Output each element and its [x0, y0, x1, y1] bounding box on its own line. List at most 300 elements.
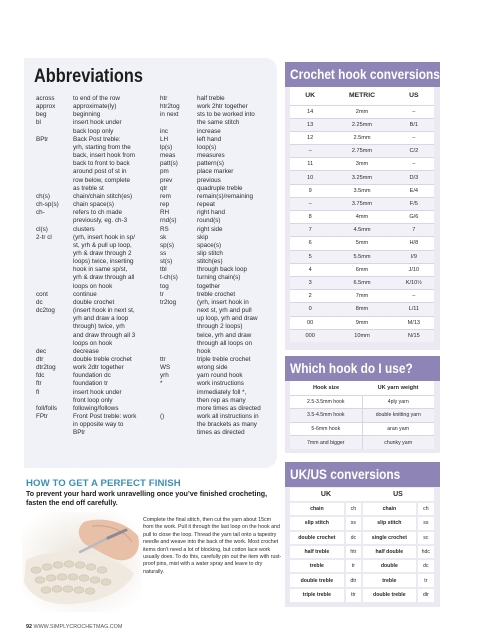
abbreviation-definition: in opposite way to: [73, 421, 124, 429]
abbreviation-definition: space(s): [197, 241, 222, 249]
abbreviation-definition: triple treble crochet: [197, 356, 251, 363]
abbreviation-key: [36, 397, 73, 405]
abbreviation-definition: work 2dtr together: [73, 364, 124, 372]
which-hook-header: UK yarn weight: [362, 381, 434, 395]
abbreviation-definition: hook: [197, 347, 211, 355]
abbreviation-row: [160, 283, 272, 291]
abbreviation-definition: insert hook under: [73, 119, 122, 127]
abbreviation-key: lp(s): [160, 143, 173, 151]
abbreviation-key: beg: [36, 111, 47, 119]
hook-table-cell: 8mm: [330, 303, 393, 316]
ukus-header: UK: [290, 488, 362, 502]
ukus-table: [290, 488, 434, 602]
finish-title: HOW TO GET A PERFECT FINISH: [26, 478, 181, 489]
finish-body-text: Complete the final stitch, then cut the yarn about 15cm from the work. Pull it through the last loop on the hook and pull to close the loop. Thread the yarn tail onto a tapestry needle and weave into the back of the work. Most crochet items don’t need a lot of blocking, but cotton lace work usually does. To do this, carefully pin out the item with rust-proof pins, mist with a water spray and leave to dry naturally.: [143, 517, 282, 575]
hook-table-cell: I/9: [394, 250, 434, 263]
abbreviation-row: [160, 168, 272, 176]
abbreviation-definition: decrease: [73, 347, 99, 355]
abbreviation-key: ttr: [160, 356, 166, 363]
abbreviation-row: [160, 144, 272, 152]
which-hook-cell: chunky yarn: [362, 436, 434, 450]
abbreviation-key: yrh: [160, 372, 169, 380]
hook-table-cell: 2mm: [330, 105, 393, 118]
which-hook-cell: 7mm and bigger: [290, 436, 362, 450]
abbreviation-key: [160, 389, 197, 397]
abbreviation-row: [160, 413, 272, 421]
abbreviation-definition: Front Post treble: work: [73, 413, 137, 421]
abbreviation-row: [160, 193, 272, 201]
abbreviation-key: [160, 323, 197, 331]
ukus-title: UK/US conversions: [285, 462, 440, 488]
ukus-cell: htr: [345, 545, 362, 559]
abbreviation-row: [36, 258, 158, 266]
abbreviation-definition: turning chain(s): [197, 274, 241, 282]
ukus-cell: dtr: [345, 573, 362, 587]
abbreviation-key: prev: [160, 176, 173, 184]
abbreviation-row: [160, 119, 272, 127]
abbreviation-key: [36, 250, 73, 258]
abbreviation-row: [36, 364, 158, 372]
table-row: [290, 237, 434, 250]
abbreviation-definition: loops) twice, inserting: [73, 258, 134, 266]
abbreviation-key: [36, 168, 73, 176]
abbreviation-definition: approximate(ly): [73, 103, 117, 111]
hook-table-cell: 6mm: [330, 263, 393, 276]
abbreviation-definition: back loop only: [73, 127, 114, 135]
abbreviation-definition: back to front to back: [73, 160, 130, 168]
hook-table-cell: 6: [290, 237, 330, 250]
abbreviation-definition: together: [197, 282, 221, 290]
abbreviation-row: [36, 177, 158, 185]
abbreviation-definition: following/follows: [73, 404, 119, 412]
which-hook-title: Which hook do I use?: [285, 356, 440, 382]
abbreviation-key: [160, 405, 197, 413]
abbreviation-definition: BPtr: [73, 429, 86, 437]
abbreviation-row: [160, 217, 272, 225]
hook-conversions-title: Crochet hook conversions: [285, 62, 440, 88]
abbreviation-key: ch(s): [36, 192, 50, 200]
abbreviation-key: htr2tog: [160, 103, 180, 111]
page-footer: [26, 624, 122, 630]
abbreviation-row: [36, 348, 158, 356]
abbreviation-definition: around post of st in: [73, 168, 127, 176]
abbreviation-key: [36, 340, 73, 348]
abbreviation-key: [36, 128, 73, 136]
hook-table-cell: B/1: [394, 118, 434, 131]
abbreviation-row: [36, 128, 158, 136]
abbreviation-row: [160, 405, 272, 413]
abbreviation-row: [160, 364, 272, 372]
abbreviation-definition: right side: [197, 225, 223, 233]
abbreviation-key: ch-sp(s): [36, 201, 59, 209]
abbreviation-key: tr: [160, 290, 164, 298]
abbreviation-definition: yrh & draw through all: [73, 274, 135, 282]
abbreviation-definition: double treble crochet: [73, 356, 132, 363]
abbreviation-key: in next: [160, 111, 179, 119]
abbreviation-key: patt(s): [160, 160, 178, 168]
abbreviation-row: [160, 95, 272, 103]
abbreviation-key: fdc: [36, 372, 45, 380]
abbreviation-key: rem: [160, 192, 171, 200]
abbreviation-definition: front loop only: [73, 396, 113, 404]
hook-table-cell: K/10½: [394, 276, 434, 289]
ukus-cell: treble: [290, 559, 345, 573]
abbreviation-key: dc2tog: [36, 307, 55, 315]
hook-table-cell: 2.75mm: [330, 145, 393, 158]
hook-table-cell: 5mm: [330, 237, 393, 250]
abbreviation-key: LH: [160, 135, 169, 143]
abbreviation-key: pm: [160, 168, 169, 176]
abbreviation-row: [160, 209, 272, 217]
abbreviation-definition: (insert hook in next st,: [73, 307, 135, 315]
abbreviation-key: [36, 323, 73, 331]
hook-table-cell: 4: [290, 263, 330, 276]
abbreviation-key: inc: [160, 127, 169, 135]
hook-table-cell: –: [394, 290, 434, 303]
abbreviation-row: [160, 177, 272, 185]
abbreviation-row: [36, 185, 158, 193]
hook-table-cell: –: [394, 158, 434, 171]
abbreviation-row: [160, 323, 272, 331]
abbreviation-key: sk: [160, 233, 167, 241]
abbreviation-row: [160, 185, 272, 193]
abbreviation-definition: immediately foll *,: [197, 388, 247, 396]
which-hook-table: [290, 381, 434, 449]
hook-table-cell: 3.25mm: [330, 171, 393, 184]
ukus-cell: dtr: [417, 588, 434, 602]
abbreviation-definition: back, insert hook from: [73, 152, 135, 160]
abbreviation-definition: loops on hook: [73, 339, 113, 347]
abbreviation-definition: times as directed: [197, 429, 245, 437]
ukus-header: US: [362, 488, 434, 502]
abbreviation-row: [160, 372, 272, 380]
abbreviation-row: [36, 201, 158, 209]
abbreviation-row: [36, 372, 158, 380]
table-row: [290, 263, 434, 276]
abbreviation-row: [36, 413, 158, 421]
abbreviation-definition: through back loop: [197, 266, 248, 274]
ukus-cell: ch: [417, 502, 434, 516]
table-row: [290, 545, 434, 559]
abbreviation-definition: work instructions: [197, 380, 244, 388]
abbreviation-key: st(s): [160, 258, 173, 266]
hook-table-cell: F/5: [394, 197, 434, 210]
abbreviation-definition: stitch(es): [197, 258, 223, 266]
abbreviation-row: [36, 217, 158, 225]
abbreviation-row: [36, 340, 158, 348]
hook-table-cell: 10mm: [330, 329, 393, 342]
which-hook-cell: aran yarn: [362, 422, 434, 436]
abbreviation-definition: row below, complete: [73, 176, 131, 184]
abbreviation-row: [160, 397, 272, 405]
abbreviation-key: approx: [36, 103, 56, 111]
hook-table-cell: L/11: [394, 303, 434, 316]
table-row: [290, 290, 434, 303]
table-row: [290, 250, 434, 263]
abbreviation-key: RS: [160, 225, 169, 233]
abbreviation-definition: through) twice, yrh: [73, 323, 125, 331]
abbreviation-definition: yarn round hook: [197, 372, 243, 380]
ukus-cell: chain: [362, 502, 417, 516]
hook-table-cell: 12: [290, 131, 330, 144]
hook-table-cell: 7mm: [330, 290, 393, 303]
hook-table-cell: 8: [290, 211, 330, 224]
abbreviation-key: [160, 348, 197, 356]
abbreviation-row: [36, 429, 158, 437]
hook-table-cell: C/2: [394, 145, 434, 158]
abbreviation-definition: st, yrh & pull up loop,: [73, 241, 132, 249]
abbreviation-key: [36, 177, 73, 185]
abbreviation-key: *: [160, 380, 163, 388]
ukus-cell: ss: [345, 516, 362, 530]
table-row: [290, 516, 434, 530]
abbreviation-definition: round(s): [197, 217, 221, 225]
abbreviation-row: [160, 266, 272, 274]
abbreviation-row: [36, 193, 158, 201]
abbreviation-definition: skip: [197, 233, 209, 241]
abbreviation-key: (): [160, 413, 165, 421]
table-row: [290, 316, 434, 329]
abbreviation-definition: work all instructions in: [197, 413, 259, 421]
abbreviation-key: WS: [160, 364, 171, 372]
table-row: [290, 436, 434, 450]
abbreviation-key: [36, 283, 73, 291]
footer-site-url: WWW.SIMPLYCROCHETMAG.COM: [33, 624, 123, 630]
abbreviation-definition: refers to ch made: [73, 209, 122, 217]
abbreviation-definition: (yrh, insert hook in: [197, 298, 249, 306]
abbreviation-row: [36, 307, 158, 315]
abbreviation-row: [160, 348, 272, 356]
abbreviation-definition: then rep as many: [197, 396, 246, 404]
abbreviation-key: meas: [160, 152, 176, 160]
table-row: [290, 184, 434, 197]
abbreviation-definition: work 2htr together: [197, 103, 248, 111]
abbreviation-definition: through 2 loops): [197, 323, 243, 331]
abbreviation-key: [160, 397, 197, 405]
abbreviation-key: FPtr: [36, 413, 48, 421]
which-hook-cell: 3.5-4.5mm hook: [290, 409, 362, 423]
ukus-cell: treble: [362, 573, 417, 587]
abbreviation-row: [36, 111, 158, 119]
hook-table-cell: E/4: [394, 184, 434, 197]
ukus-cell: slip stitch: [362, 516, 417, 530]
abbreviation-key: tr2tog: [160, 298, 177, 306]
table-row: [290, 158, 434, 171]
abbreviation-row: [36, 397, 158, 405]
abbreviation-row: [160, 315, 272, 323]
hook-conversions-table: [290, 87, 434, 342]
abbreviation-row: [160, 380, 272, 388]
hook-table-header: UK: [290, 87, 330, 105]
ukus-cell: sc: [417, 531, 434, 545]
abbreviation-row: [160, 250, 272, 258]
abbreviation-row: [36, 405, 158, 413]
table-row: [290, 118, 434, 131]
abbreviation-row: [160, 429, 272, 437]
hook-table-cell: 7: [394, 224, 434, 237]
table-row: [290, 131, 434, 144]
hook-table-cell: 7: [290, 224, 330, 237]
abbreviation-key: ss: [160, 249, 167, 257]
abbreviations-panel: [24, 58, 277, 468]
ukus-cell: double: [362, 559, 417, 573]
abbreviation-row: [36, 299, 158, 307]
abbreviation-row: [36, 380, 158, 388]
abbreviation-definition: place marker: [197, 168, 234, 176]
abbreviations-title: Abbreviations: [34, 66, 143, 87]
hook-table-cell: 4mm: [330, 211, 393, 224]
hook-table-cell: 13: [290, 118, 330, 131]
abbreviation-row: [160, 103, 272, 111]
hook-table-cell: 9: [290, 184, 330, 197]
abbreviation-row: [160, 332, 272, 340]
abbreviation-row: [36, 389, 158, 397]
ukus-cell: triple treble: [290, 588, 345, 602]
table-row: [290, 145, 434, 158]
abbreviation-definition: foundation tr: [73, 380, 109, 388]
abbreviation-key: [36, 429, 73, 437]
abbreviation-row: [36, 323, 158, 331]
abbreviation-definition: yrh, starting from the: [73, 143, 131, 151]
abbreviation-key: [36, 274, 73, 282]
abbreviation-row: [36, 315, 158, 323]
abbreviation-row: [36, 283, 158, 291]
abbreviation-row: [160, 234, 272, 242]
abbreviation-definition: insert hook under: [73, 388, 122, 396]
hook-table-cell: 3: [290, 276, 330, 289]
abbreviation-key: htr: [160, 95, 168, 102]
table-row: [290, 276, 434, 289]
abbreviation-key: RH: [160, 209, 170, 217]
abbreviation-key: [36, 266, 73, 274]
abbreviation-row: [160, 242, 272, 250]
ukus-cell: tr: [417, 573, 434, 587]
ukus-cell: tr: [345, 559, 362, 573]
abbreviation-key: [160, 421, 197, 429]
abbreviation-definition: foundation dc: [73, 372, 111, 380]
abbreviation-key: t-ch(s): [160, 274, 178, 282]
page-number: 92: [26, 624, 32, 630]
abbreviation-row: [160, 258, 272, 266]
abbreviation-definition: repeat: [197, 201, 215, 209]
abbreviation-row: [160, 111, 272, 119]
abbreviation-key: [36, 144, 73, 152]
abbreviation-row: [36, 332, 158, 340]
table-row: [290, 531, 434, 545]
abbreviation-key: ftr: [36, 380, 42, 388]
hook-table-cell: 2.25mm: [330, 118, 393, 131]
which-hook-header: Hook size: [290, 381, 362, 395]
abbreviation-row: [160, 136, 272, 144]
hook-table-cell: N/15: [394, 329, 434, 342]
hook-table-cell: 00: [290, 316, 330, 329]
abbreviation-row: [160, 274, 272, 282]
abbreviation-row: [160, 160, 272, 168]
abbreviation-definition: up loop, yrh and draw: [197, 315, 258, 323]
abbreviation-definition: half treble: [197, 95, 225, 102]
abbreviation-row: [36, 160, 158, 168]
crochet-fastening-photo: [22, 512, 142, 612]
abbreviation-row: [36, 95, 158, 103]
hook-table-cell: G/6: [394, 211, 434, 224]
hook-table-cell: 10: [290, 171, 330, 184]
hook-table-header: US: [394, 87, 434, 105]
hook-table-cell: 3.5mm: [330, 184, 393, 197]
hook-table-cell: 000: [290, 329, 330, 342]
ukus-cell: half double: [362, 545, 417, 559]
abbreviation-key: [36, 258, 73, 266]
abbreviation-key: [160, 119, 197, 127]
ukus-cell: dc: [345, 531, 362, 545]
abbreviation-row: [160, 152, 272, 160]
abbreviation-definition: measures: [197, 152, 225, 160]
table-row: [290, 329, 434, 342]
abbreviation-definition: the same stitch: [197, 119, 240, 127]
abbreviation-definition: beginning: [73, 111, 101, 119]
abbreviation-key: sp(s): [160, 241, 174, 249]
abbreviation-definition: pattern(s): [197, 160, 224, 168]
abbreviation-definition: previous: [197, 176, 221, 184]
abbreviation-row: [36, 119, 158, 127]
abbreviation-row: [36, 242, 158, 250]
abbreviation-definition: wrong side: [197, 364, 228, 372]
abbreviation-key: [36, 185, 73, 193]
abbreviations-column-1: [36, 95, 158, 438]
table-row: [290, 171, 434, 184]
hook-table-cell: 9mm: [330, 316, 393, 329]
abbreviation-definition: yrh & draw through 2: [73, 249, 132, 257]
abbreviation-key: cl(s): [36, 225, 48, 233]
which-hook-cell: double knitting yarn: [362, 409, 434, 423]
abbreviation-row: [36, 356, 158, 364]
hook-table-cell: 11: [290, 158, 330, 171]
abbreviation-key: [36, 152, 73, 160]
hook-table-cell: –: [394, 105, 434, 118]
table-row: [290, 197, 434, 210]
abbreviation-key: ch-: [36, 209, 45, 217]
abbreviation-key: [36, 421, 73, 429]
abbreviation-definition: treble crochet: [197, 290, 236, 298]
abbreviation-key: qtr: [160, 184, 168, 192]
abbreviation-row: [160, 291, 272, 299]
hook-table-cell: D/3: [394, 171, 434, 184]
abbreviation-definition: continue: [73, 290, 97, 298]
abbreviation-key: rep: [160, 201, 170, 209]
abbreviation-key: foll/folls: [36, 404, 57, 412]
abbreviation-row: [36, 234, 158, 242]
abbreviation-row: [160, 356, 272, 364]
abbreviation-key: [36, 160, 73, 168]
ukus-cell: double treble: [362, 588, 417, 602]
abbreviation-key: fl: [36, 388, 40, 396]
abbreviation-definition: next st, yrh and pull: [197, 307, 252, 315]
hook-table-cell: –: [394, 131, 434, 144]
abbreviation-definition: to end of the row: [73, 95, 120, 102]
ukus-cell: slip stitch: [290, 516, 345, 530]
which-hook-cell: 2.5-3.5mm hook: [290, 395, 362, 409]
abbreviation-definition: right hand: [197, 209, 226, 217]
abbreviation-row: [36, 291, 158, 299]
abbreviation-key: tbl: [160, 266, 167, 274]
hook-table-cell: 5.5mm: [330, 250, 393, 263]
abbreviation-row: [160, 201, 272, 209]
abbreviation-definition: more times as directed: [197, 404, 261, 412]
hook-table-cell: 0: [290, 303, 330, 316]
abbreviation-definition: yrh and draw a loop: [73, 315, 129, 323]
which-hook-cell: 4ply yarn: [362, 395, 434, 409]
abbreviation-key: [160, 429, 197, 437]
abbreviation-row: [160, 389, 272, 397]
